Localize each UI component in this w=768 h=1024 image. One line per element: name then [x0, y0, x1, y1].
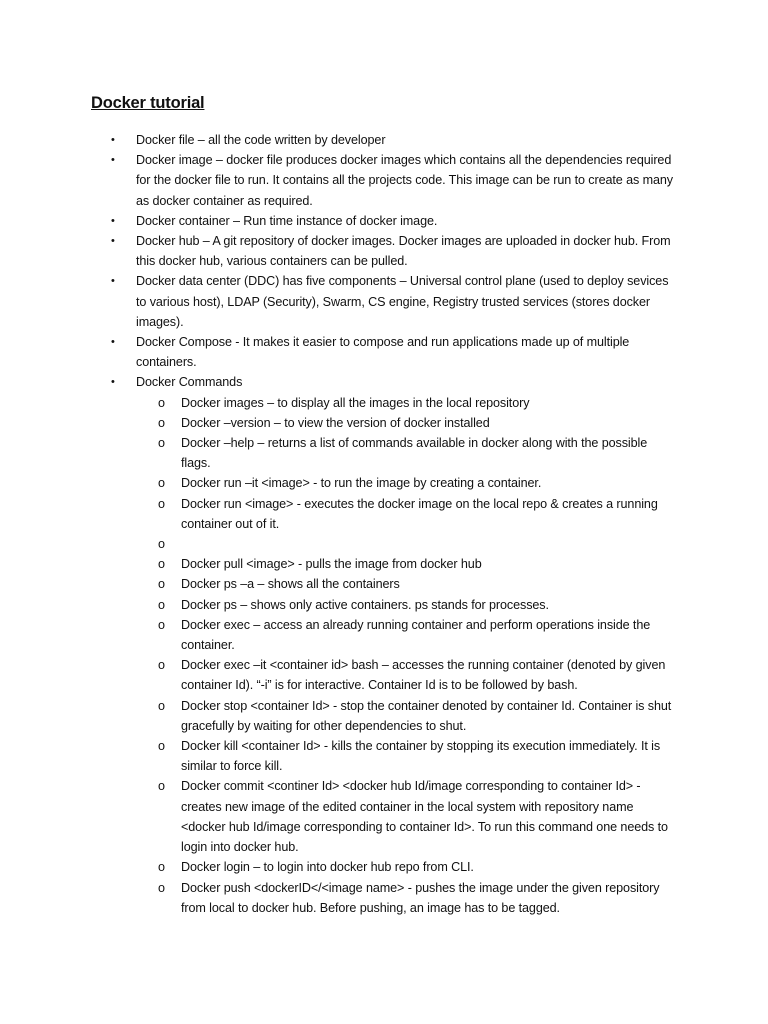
list-item-text: Docker ps –a – shows all the containers — [181, 577, 400, 592]
sub-list-item — [0, 655, 676, 695]
list-item-text: Docker pull <image> - pulls the image from docker hub — [181, 557, 482, 572]
sub-bullet-marker: o — [158, 415, 165, 430]
list-item-text: Docker login – to login into docker hub repo from CLI. — [181, 860, 474, 875]
sub-list-item — [0, 857, 676, 877]
sub-list-item — [0, 554, 676, 574]
sub-list-item — [0, 494, 676, 534]
sub-list-item — [0, 433, 676, 473]
list-item-text: Docker kill <container Id> - kills the container by stopping its execution immediately. It is similar to force kill. — [181, 739, 661, 774]
sub-bullet-marker: o — [158, 779, 165, 794]
sub-list-item — [0, 574, 676, 594]
document-title: Docker tutorial — [91, 94, 205, 112]
bullet-marker: • — [111, 275, 115, 288]
sub-list-item — [0, 473, 676, 493]
list-item — [0, 271, 676, 332]
sub-bullet-marker: o — [158, 537, 165, 552]
sub-bullet-marker: o — [158, 496, 165, 511]
list-item — [0, 211, 676, 231]
list-item-text: Docker Compose - It makes it easier to compose and run applications made up of multiple containers. — [136, 335, 630, 370]
list-item-text: Docker file – all the code written by developer — [136, 133, 386, 147]
sub-bullet-marker: o — [158, 617, 165, 632]
list-item-text: Docker hub – A git repository of docker images. Docker images are uploaded in docker hub. From this docker hub, various containers can be pulled. — [136, 234, 671, 269]
sub-list-item — [0, 615, 676, 655]
sub-list-item — [0, 534, 676, 554]
list-item — [0, 372, 676, 392]
sub-list-item — [0, 776, 676, 857]
list-item-text: Docker commit <continer Id> <docker hub Id/image corresponding to container Id> - creates new image of the edited container in the local system with repository name <docker hub Id/image corresponding to container Id>. To run this command one needs to login into docker hub. — [181, 779, 668, 855]
list-item-text: Docker stop <container Id> - stop the container denoted by container Id. Container is shut gracefully by waiting for other dependencies to shut. — [181, 698, 672, 733]
list-item-text: Docker run –it <image> - to run the image by creating a container. — [181, 476, 542, 491]
bullet-marker: • — [111, 154, 115, 167]
list-item-text: Docker container – Run time instance of docker image. — [136, 213, 438, 228]
bullet-marker: • — [111, 134, 115, 146]
list-item — [0, 231, 676, 271]
sub-list-item — [0, 878, 676, 918]
list-item-text: Docker ps – shows only active containers. ps stands for processes. — [181, 597, 549, 612]
bullet-marker: • — [111, 376, 115, 389]
list-item-text — [181, 534, 676, 554]
list-item-text: Docker run <image> - executes the docker image on the local repo & creates a running container out of it. — [181, 496, 658, 531]
list-item-text: Docker push <dockerID</<image name> - pushes the image under the given repository from local to docker hub. Before pushing, an image has to be tagged. — [181, 880, 660, 915]
bullet-marker: • — [111, 235, 115, 248]
sub-list-item — [0, 736, 676, 776]
sub-bullet-marker: o — [158, 739, 165, 754]
bullet-list — [0, 130, 768, 918]
sub-bullet-marker: o — [158, 577, 165, 592]
sub-bullet-marker: o — [158, 880, 165, 895]
sub-list-item — [0, 393, 676, 413]
sub-bullet-marker: o — [158, 436, 165, 451]
bullet-marker: • — [111, 214, 115, 227]
sub-bullet-marker: o — [158, 597, 165, 612]
bullet-marker: • — [111, 336, 115, 349]
list-item-text: Docker data center (DDC) has five components – Universal control plane (used to deploy sevices to various host), LDAP (Security), Swarm, CS engine, Registry trusted services (stores docker images). — [136, 274, 669, 329]
list-item-text: Docker image – docker file produces docker images which contains all the dependencies required for the docker file to run. It contains all the projects code. This image can be run to create as many as docker container as required. — [136, 153, 673, 208]
sub-bullet-marker: o — [158, 860, 165, 875]
list-item-text: Docker –version – to view the version of docker installed — [181, 415, 490, 430]
list-item-text: Docker images – to display all the images in the local repository — [181, 395, 530, 410]
list-item-text: Docker –help – returns a list of commands available in docker along with the possible flags. — [181, 436, 648, 471]
list-item-text: Docker exec – access an already running container and perform operations inside the container. — [181, 617, 651, 653]
list-item — [0, 332, 676, 372]
list-item-text: Docker Commands — [136, 375, 243, 390]
sub-bullet-marker: o — [158, 658, 165, 673]
sub-list-item — [0, 696, 676, 736]
list-item — [0, 150, 676, 211]
sub-bullet-marker: o — [158, 557, 165, 572]
sub-bullet-marker: o — [158, 395, 165, 410]
sub-bullet-marker: o — [158, 476, 165, 491]
sub-list-item — [0, 595, 676, 615]
sub-list-item — [0, 413, 676, 433]
list-item — [0, 130, 676, 150]
list-item-text: Docker exec –it <container id> bash – accesses the running container (denoted by given container Id). “-i” is for interactive. Container Id is to be followed by bash. — [181, 658, 666, 693]
sub-bullet-marker: o — [158, 698, 165, 713]
